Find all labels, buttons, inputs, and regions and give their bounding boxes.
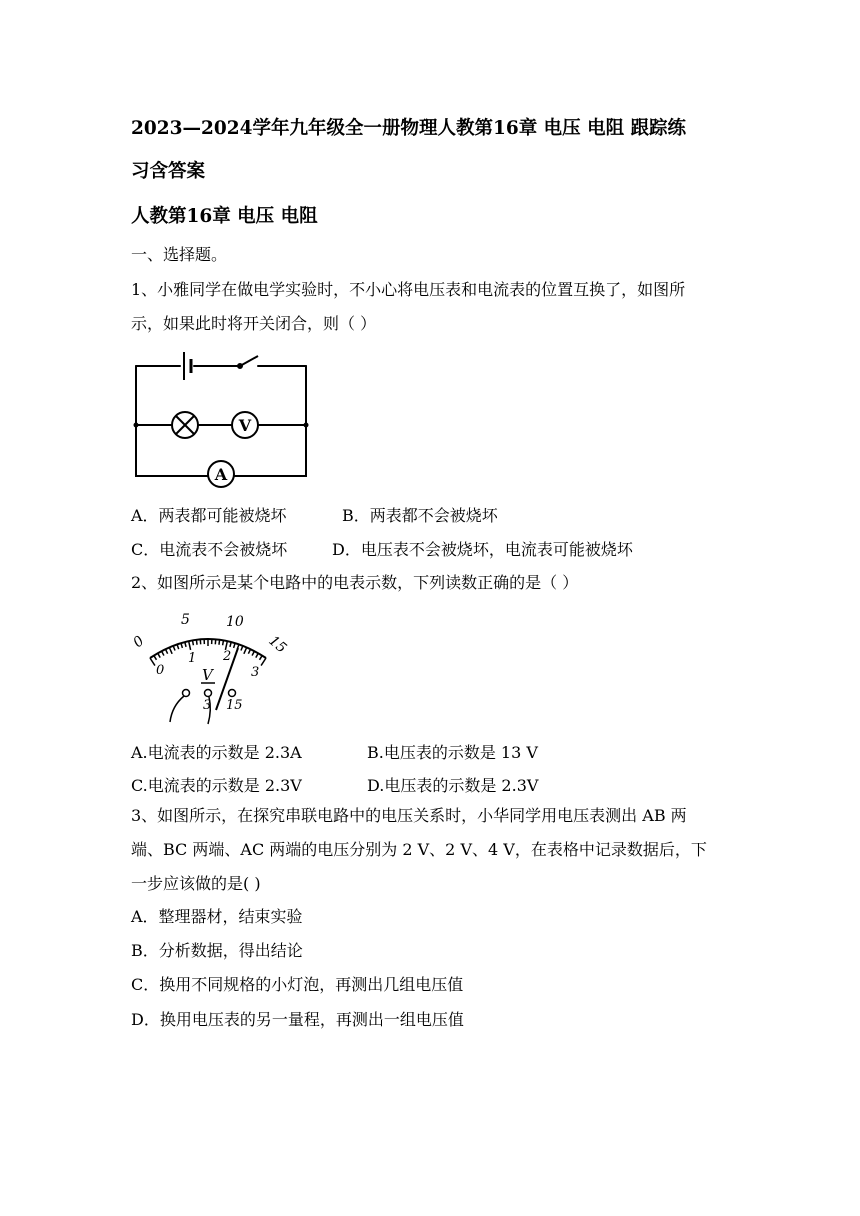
dial-tick [181, 643, 182, 648]
upper-scale-0: 0 [130, 633, 148, 652]
upper-scale-5: 5 [181, 612, 190, 628]
dial-tick [219, 640, 220, 645]
dial-tick [169, 647, 172, 653]
q3-stem-line-1: 3、如图所示，在探究串联电路中的电压关系时，小华同学用电压表测出 AB 两 [131, 806, 687, 825]
dial-tick [158, 653, 160, 657]
upper-scale-10: 10 [226, 614, 244, 630]
ammeter-label: A [214, 465, 228, 484]
dial-tick [177, 644, 179, 649]
q1-option-b: B．两表都不会被烧坏 [342, 506, 498, 525]
dial-tick [256, 653, 258, 657]
dial-tick [189, 641, 191, 650]
q2-meter-diagram [128, 610, 293, 726]
lower-scale-2: 2 [223, 649, 232, 664]
dial-tick [244, 647, 247, 653]
ammeter-symbol [208, 461, 234, 487]
q3-option-a: A．整理器材，结束实验 [131, 907, 303, 926]
q1-option-a: A．两表都可能被烧坏 [131, 506, 287, 525]
q1-circuit-diagram [128, 348, 314, 488]
part-heading: 一、选择题。 [131, 245, 228, 264]
q3-option-c: C．换用不同规格的小灯泡，再测出几组电压值 [131, 975, 464, 994]
dial-tick [234, 643, 235, 648]
dial-tick [150, 658, 155, 666]
lower-scale-0: 0 [156, 663, 165, 678]
battery-symbol [184, 352, 191, 380]
q3-stem-line-2: 端、BC 两端、AC 两端的电压分别为 2 V、2 V、4 V，在表格中记录数据后，下 [131, 840, 707, 859]
dial-tick [261, 658, 266, 666]
dial-tick [196, 640, 197, 645]
section-title: 人教第16章 电压 电阻 [131, 206, 318, 227]
lower-scale-3: 3 [251, 665, 260, 680]
lower-scale-1: 1 [188, 651, 197, 666]
upper-scale-15: 15 [265, 632, 290, 657]
dial-tick [193, 640, 194, 645]
q2-option-d: D.电压表的示数是 2.3V [367, 776, 539, 795]
q3-option-d: D．换用电压表的另一量程，再测出一组电压值 [131, 1010, 464, 1029]
terminal-3: 3 [203, 698, 212, 713]
doc-title-line-1: 2023—2024学年九年级全一册物理人教第16章 电压 电阻 跟踪练 [131, 118, 687, 139]
doc-title-line-2: 习含答案 [131, 161, 206, 182]
q1-stem-line-2: 示，如果此时将开关闭合，则（ ） [131, 314, 377, 333]
dial-tick [223, 640, 224, 645]
q1-option-d: D．电压表不会被烧坏，电流表可能被烧坏 [332, 540, 633, 559]
dial-tick [241, 646, 243, 651]
q2-option-a: A.电流表的示数是 2.3A [131, 743, 302, 762]
q2-stem: 2、如图所示是某个电路中的电表示数，下列读数正确的是（ ） [131, 573, 579, 592]
q2-option-c: C.电流表的示数是 2.3V [131, 776, 302, 795]
voltmeter-symbol [232, 412, 258, 438]
q3-option-b: B．分析数据，得出结论 [131, 941, 303, 960]
dial-tick [165, 649, 167, 654]
terminal-15: 15 [226, 698, 243, 713]
q1-option-c: C．电流表不会被烧坏 [131, 540, 288, 559]
dial-tick [162, 651, 164, 655]
dial-tick [154, 656, 157, 660]
voltmeter-label: V [238, 416, 252, 435]
dial-tick [252, 651, 254, 655]
lamp-symbol [172, 412, 198, 438]
q3-stem-line-3: 一步应该做的是( ) [131, 874, 261, 893]
dial-tick [248, 649, 250, 654]
q2-option-b: B.电压表的示数是 13 V [367, 743, 538, 762]
meter-symbol-v: V [202, 666, 213, 684]
dial-tick [260, 656, 263, 660]
dial-tick [173, 646, 175, 651]
q1-stem-line-1: 1、小雅同学在做电学实验时，不小心将电压表和电流表的位置互换了，如图所 [131, 280, 686, 299]
switch-symbol [238, 356, 258, 368]
